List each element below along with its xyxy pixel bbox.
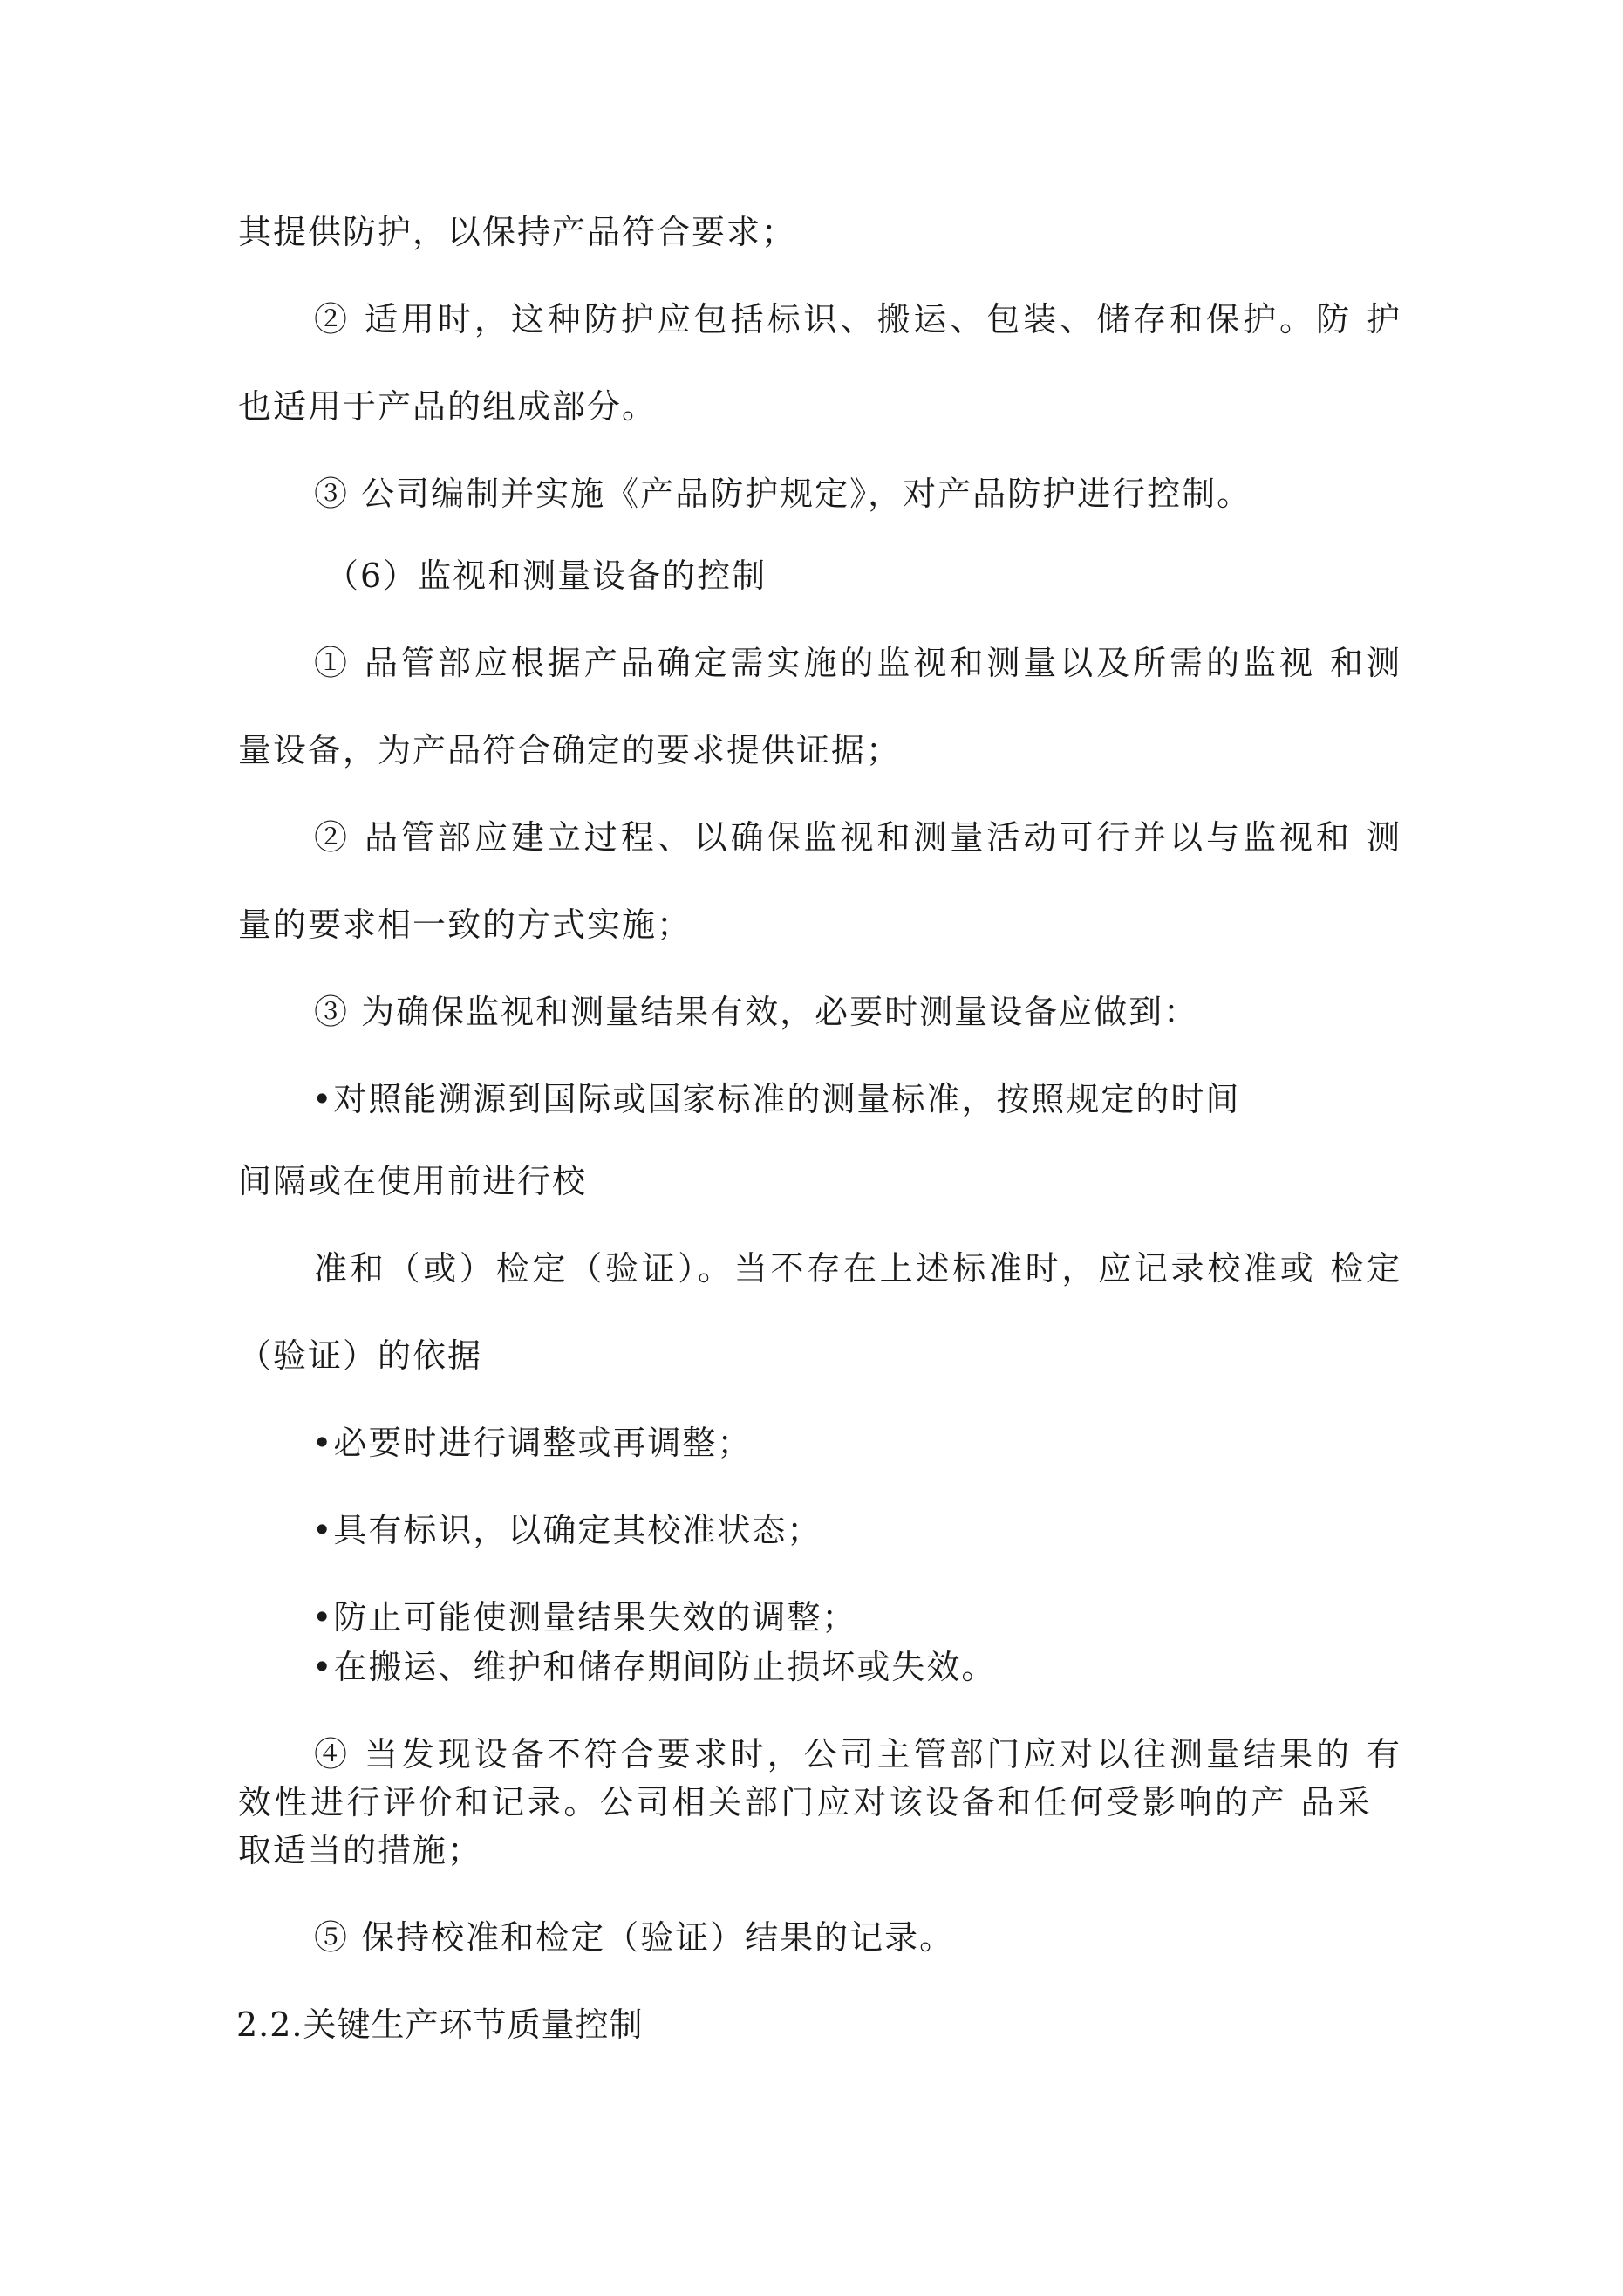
text-line-7: 量设备，为产品符合确定的要求提供证据； xyxy=(238,731,902,769)
text-line-13: 准和（或）检定（验证）。当不存在上述标准时，应记录校准或 检定 xyxy=(314,1249,1401,1288)
text-line-6: ① 品管部应根据产品确定需实施的监视和测量以及所需的监视 和测 xyxy=(314,644,1401,682)
section-heading-2-2: 2.2.关键生产环节质量控制 xyxy=(236,2006,644,2044)
text-line-22: ⑤ 保持校准和检定（验证）结果的记录。 xyxy=(314,1918,955,1957)
bullet-item-3: •具有标识，以确定其校准状态； xyxy=(312,1511,822,1549)
text-line-14: （验证）的依据 xyxy=(238,1336,483,1375)
text-line-20: 效性进行评价和记录。公司相关部门应对该设备和任何受影响的产 品采 xyxy=(238,1783,1372,1821)
text-line-1: 其提供防护，以保持产品符合要求； xyxy=(238,213,797,251)
bullet-item-5: •在搬运、维护和储存期间防止损坏或失效。 xyxy=(312,1648,997,1686)
bullet-item-4: •防止可能使测量结果失效的调整； xyxy=(312,1598,857,1637)
text-line-8: ② 品管部应建立过程、以确保监视和测量活动可行并以与监视和 测 xyxy=(314,818,1401,857)
text-line-19: ④ 当发现设备不符合要求时，公司主管部门应对以往测量结果的 有 xyxy=(314,1735,1401,1773)
text-line-2: ② 适用时，这种防护应包括标识、搬运、包装、储存和保护。防 护 xyxy=(314,300,1401,338)
text-line-9: 量的要求相一致的方式实施； xyxy=(238,905,692,944)
text-line-21: 取适当的措施； xyxy=(238,1831,483,1869)
bullet-item-2: •必要时进行调整或再调整； xyxy=(312,1424,753,1462)
bullet-item-1: •对照能溯源到国际或国家标准的测量标准，按照规定的时间 xyxy=(312,1080,1241,1118)
text-line-10: ③ 为确保监视和测量结果有效，必要时测量设备应做到： xyxy=(314,993,1199,1031)
text-line-12: 间隔或在使用前进行校 xyxy=(238,1162,588,1200)
text-line-3: 也适用于产品的组成部分。 xyxy=(238,387,658,426)
text-line-4: ③ 公司编制并实施《产品防护规定》，对产品防护进行控制。 xyxy=(314,475,1252,513)
section-heading-6: （6）监视和测量设备的控制 xyxy=(325,557,767,595)
